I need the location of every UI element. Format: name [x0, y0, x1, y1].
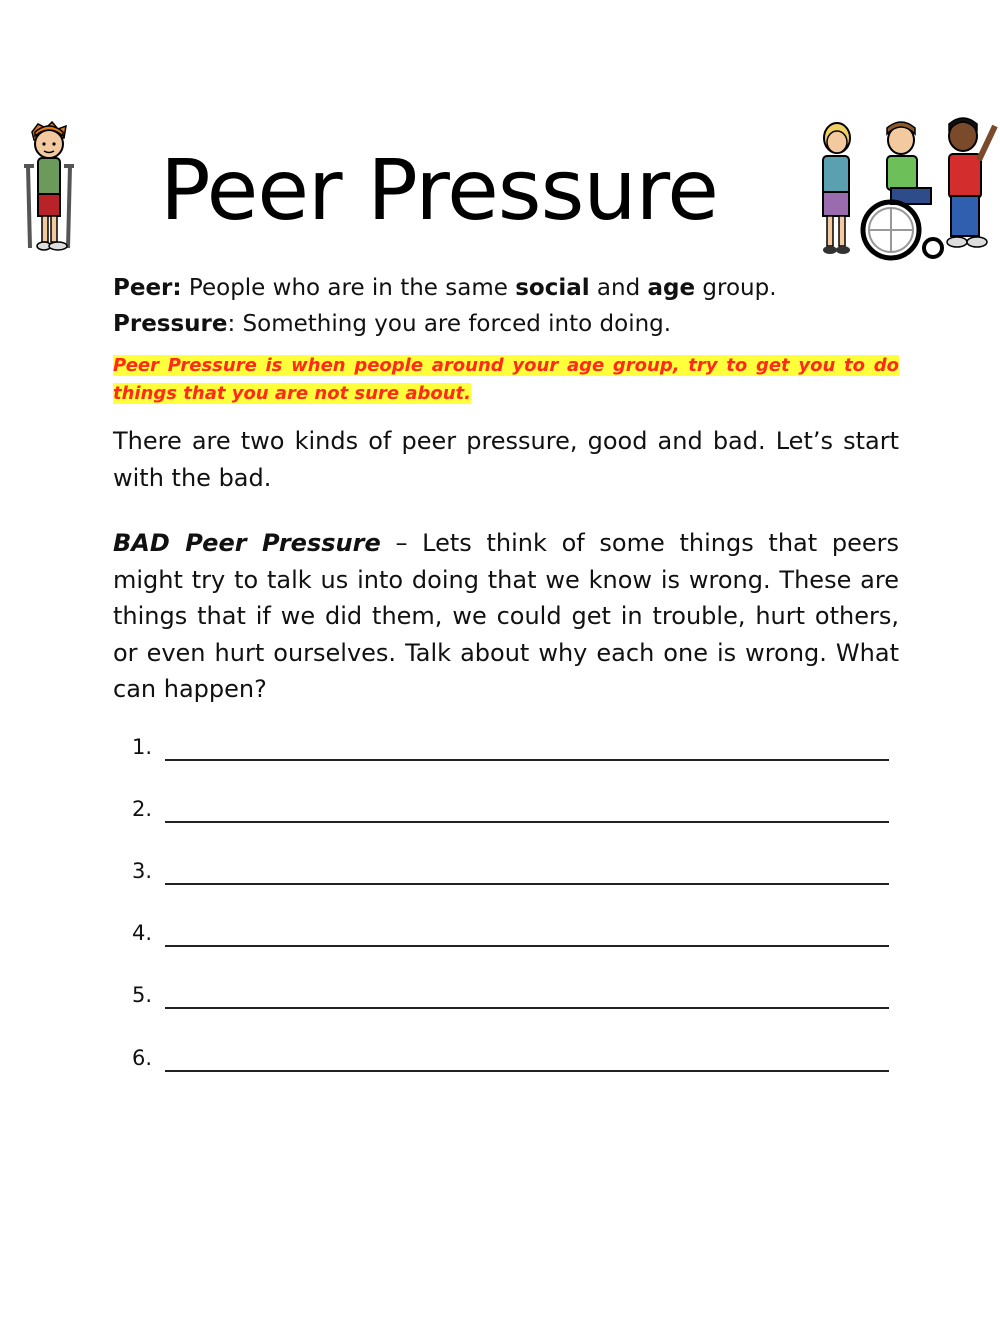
answer-number: 4.: [132, 921, 153, 945]
answer-line[interactable]: [132, 921, 892, 957]
boy-on-crutches-illustration: [18, 120, 80, 256]
bad-peer-pressure-paragraph: [113, 525, 899, 708]
answer-blank-5[interactable]: [165, 1007, 889, 1009]
bad-peer-pressure-label: BAD Peer Pressure: [113, 529, 381, 557]
definition-peer: [113, 275, 777, 303]
page-title: Peer Pressure: [160, 141, 718, 239]
answer-blank-1[interactable]: [165, 759, 889, 761]
answer-number: 2.: [132, 797, 153, 821]
answer-blank-2[interactable]: [165, 821, 889, 823]
definition-pressure-text: : Something you are forced into doing.: [227, 311, 672, 337]
group-of-kids-with-wheelchair-illustration: [815, 112, 999, 266]
answer-number: 6.: [132, 1046, 153, 1070]
highlighted-definition-text: Peer Pressure is when people around your age group, try to get you to do things that you are not sure about.: [113, 355, 899, 404]
answer-number: 3.: [132, 859, 153, 883]
answer-blank-6[interactable]: [165, 1070, 889, 1072]
definition-peer-end: group.: [695, 275, 777, 301]
answer-line[interactable]: [132, 797, 892, 833]
answer-line[interactable]: [132, 983, 892, 1019]
highlighted-definition: [113, 352, 899, 408]
answer-number: 5.: [132, 983, 153, 1007]
term-social: social: [515, 275, 590, 301]
term-peer: Peer:: [113, 275, 182, 301]
definition-peer-and: and: [589, 275, 648, 301]
intro-text: There are two kinds of peer pressure, good and bad. Let’s start with the bad.: [113, 427, 899, 492]
term-age: age: [647, 275, 696, 301]
definition-pressure: [113, 311, 671, 339]
answer-line[interactable]: [132, 859, 892, 895]
answer-number: 1.: [132, 735, 153, 759]
term-pressure: Pressure: [113, 311, 228, 337]
answer-blank-3[interactable]: [165, 883, 889, 885]
bad-peer-pressure-text: – Lets think of some things that peers might try to talk us into doing that we know is wrong. These are things that if we did them, we could get in trouble, hurt others, or even hurt ourselves. Talk about why each one is wrong. What can happen?: [113, 529, 899, 703]
answer-line[interactable]: [132, 1046, 892, 1082]
answer-blank-4[interactable]: [165, 945, 889, 947]
answer-line[interactable]: [132, 735, 892, 771]
intro-paragraph: [113, 423, 899, 496]
definition-peer-text: People who are in the same: [181, 275, 516, 301]
